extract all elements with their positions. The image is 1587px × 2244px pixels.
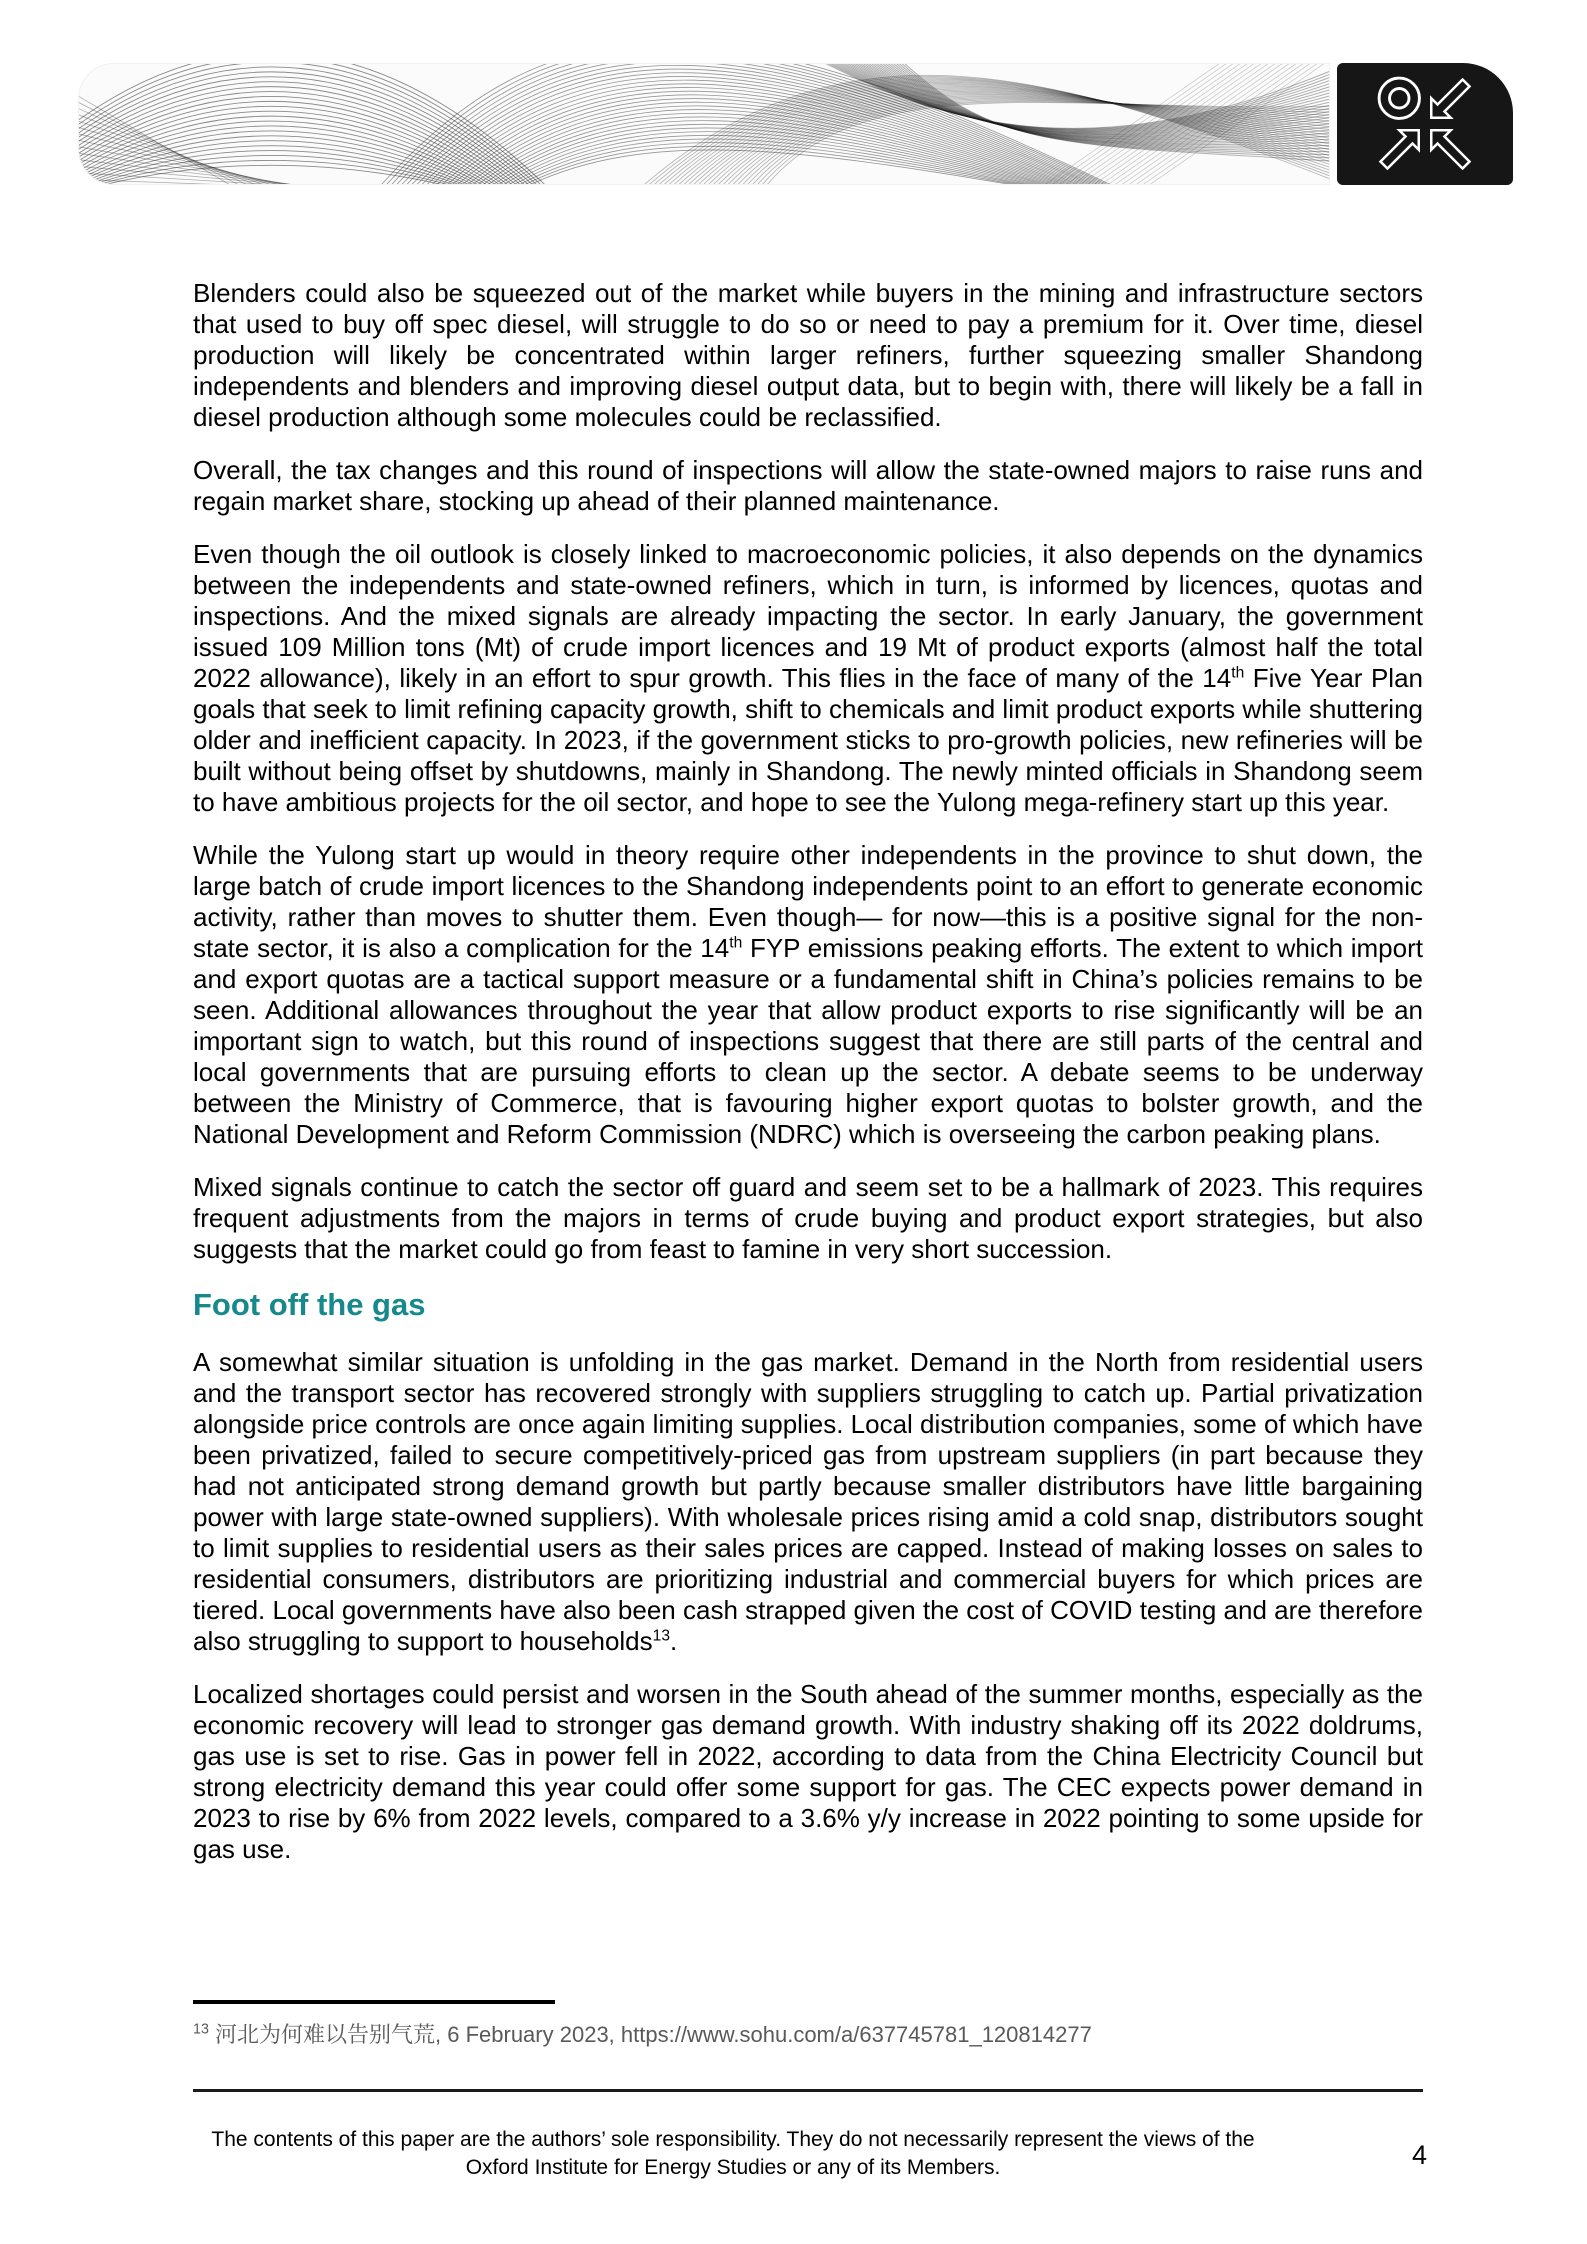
logo-o-outer <box>1379 78 1419 118</box>
text-run: FYP emissions peaking efforts. The extent to which import and export quotas are a tactical support measure or a fundamental shift in China’s policies remains to be seen. Additional allowances throughout the year that allow product exports to rise significantly will be an important sign to watch, but this round of inspections suggest that there are still parts of the central and local governments that are pursuing efforts to clean up the sector. A debate seems to be underway between the Ministry of Commerce, that is favouring higher export quotas to bolster growth, and the National Development and Reform Commission (NDRC) which is overseeing the carbon peaking plans. <box>193 933 1423 1149</box>
header-banner <box>78 63 1513 185</box>
body-paragraph <box>193 455 1423 517</box>
footnote-citation: 河北为何难以告别气荒, 6 February 2023, <box>208 2022 621 2047</box>
text-run: Overall, the tax changes and this round of inspections will allow the state-owned majors to raise runs and regain market share, stocking up ahead of their planned maintenance. <box>193 455 1423 516</box>
oies-logo-icon <box>1377 76 1473 172</box>
superscript: 13 <box>652 1627 670 1645</box>
logo-o-inner <box>1390 89 1409 108</box>
superscript: th <box>1231 664 1245 682</box>
logo-arrow-upright-icon <box>1380 130 1418 168</box>
body-paragraph <box>193 1347 1423 1657</box>
footnote-link[interactable]: https://www.sohu.com/a/637745781_120814277 <box>620 2022 1092 2047</box>
footnote-area <box>193 2000 1423 2048</box>
body-paragraph <box>193 1172 1423 1265</box>
logo-arrow-downleft-icon <box>1431 79 1469 117</box>
wave-pattern-graphic <box>78 63 1330 185</box>
body-paragraph <box>193 278 1423 433</box>
logo-gap <box>1330 63 1337 185</box>
footer-disclaimer: The contents of this paper are the authors’ sole responsibility. They do not necessarily represent the views of the Oxford Institute for Energy Studies or any of its Members. <box>211 2128 1255 2179</box>
text-run: While the Yulong start up would in theory require other independents in the province to shut down, the large batch of crude import licences to the Shandong independents point to an effort to generate economic activity, rather than moves to shutter them. Even though— for now—this is a positive signal for the non-state sector, it is also a complication for the 14 <box>193 840 1423 963</box>
section-heading: Foot off the gas <box>193 1287 426 1322</box>
article-body <box>193 278 1423 1865</box>
text-run: Localized shortages could persist and worsen in the South ahead of the summer months, especially as the economic recovery will lead to stronger gas demand growth. With industry shaking off its 2022 doldrums, gas use is set to rise. Gas in power fell in 2022, according to data from the China Electricity Council but strong electricity demand this year could offer some support for gas. The CEC expects power demand in 2023 to rise by 6% from 2022 levels, compared to a 3.6% y/y increase in 2022 pointing to some upside for gas use. <box>193 1679 1423 1864</box>
text-run: Blenders could also be squeezed out of the market while buyers in the mining and infrastructure sectors that used to buy off spec diesel, will struggle to do so or need to pay a premium for it. Over time, diesel production will likely be concentrated within larger refiners, further squeezing smaller Shandong independents and blenders and improving diesel output data, but to begin with, there will likely be a fall in diesel production although some molecules could be reclassified. <box>193 278 1423 432</box>
page-number: 4 <box>1411 2140 1427 2170</box>
body-paragraph <box>193 840 1423 1150</box>
text-run: Mixed signals continue to catch the sector off guard and seem set to be a hallmark of 2023. This requires frequent adjustments from the majors in terms of crude buying and product export strategies, but also suggests that the market could go from feast to famine in very short succession. <box>193 1172 1423 1264</box>
body-paragraph <box>193 539 1423 818</box>
footnote-marker: 13 <box>193 2021 209 2038</box>
superscript: th <box>729 934 743 952</box>
footer-separator <box>193 2089 1423 2092</box>
text-run: A somewhat similar situation is unfolding in the gas market. Demand in the North from residential users and the transport sector has recovered strongly with suppliers struggling to catch up. Partial privatization alongside price controls are once again limiting supplies. Local distribution companies, some of which have been privatized, failed to secure competitively-priced gas from upstream suppliers (in part because they had not anticipated strong demand growth but partly because smaller distributors have little bargaining power with large state-owned suppliers). With wholesale prices rising amid a cold snap, distributors sought to limit supplies to residential users as their sales prices are capped. Instead of making losses on sales to residential consumers, distributors are prioritizing industrial and commercial buyers for which prices are tiered. Local governments have also been cash strapped given the cost of COVID testing and are therefore also struggling to support to households <box>193 1347 1423 1656</box>
footnote-separator <box>193 2000 555 2004</box>
text-run: Even though the oil outlook is closely linked to macroeconomic policies, it also depends on the dynamics between the independents and state-owned refiners, which in turn, is informed by licences, quotas and inspections. And the mixed signals are already impacting the sector. In early January, the government issued 109 Million tons (Mt) of crude import licences and 19 Mt of product exports (almost half the total 2022 allowance), likely in an effort to spur growth. This flies in the face of many of the 14 <box>193 539 1423 693</box>
oies-logo <box>1337 63 1513 185</box>
text-run: Five Year Plan goals that seek to limit refining capacity growth, shift to chemicals and limit product exports while shuttering older and inefficient capacity. In 2023, if the government sticks to pro-growth policies, new refineries will be built without being offset by shutdowns, mainly in Shandong. The newly minted officials in Shandong seem to have ambitious projects for the oil sector, and hope to see the Yulong mega-refinery start up this year. <box>193 663 1424 817</box>
wave-pattern-svg <box>79 64 1329 184</box>
logo-arrow-upleft-icon <box>1431 130 1469 168</box>
body-paragraph <box>193 1679 1423 1865</box>
footnote <box>193 2022 1423 2048</box>
text-run: . <box>670 1626 678 1656</box>
